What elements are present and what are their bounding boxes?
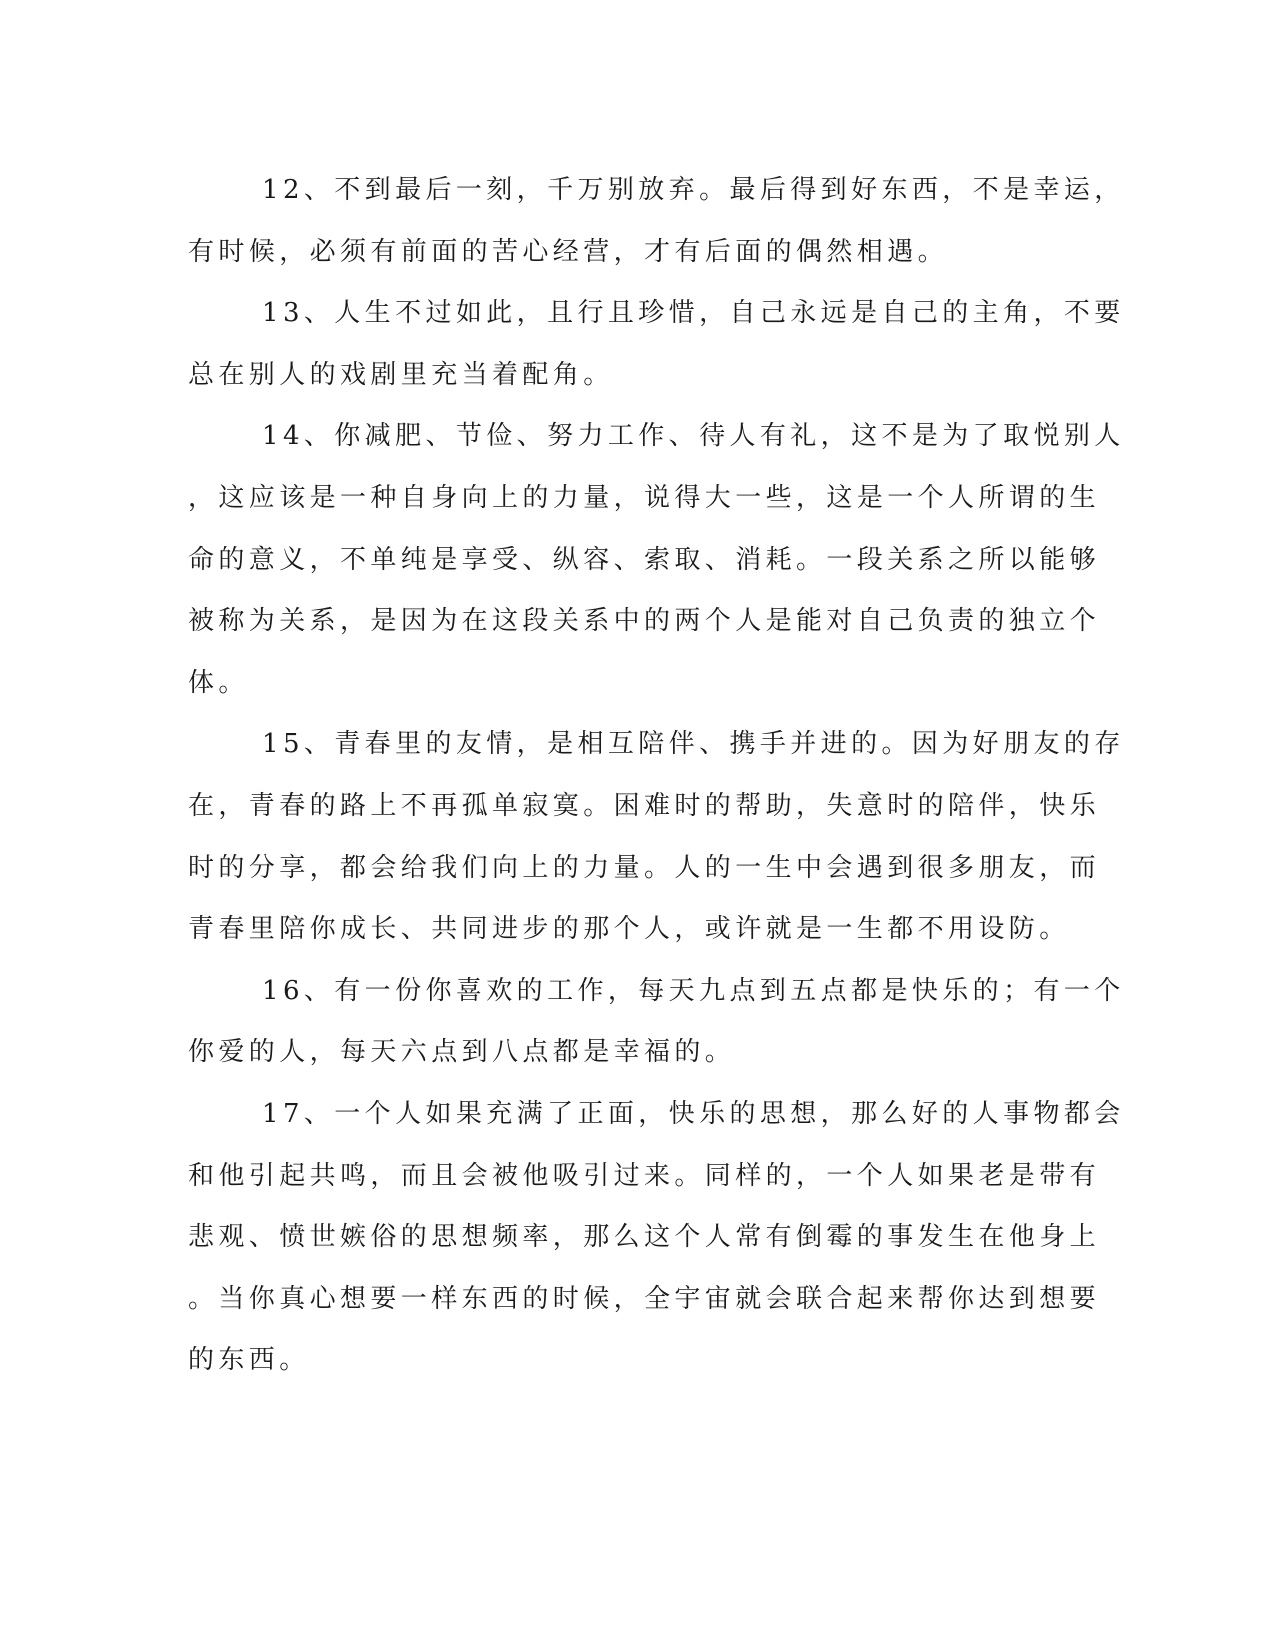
paragraph-15 — [188, 714, 1125, 960]
paragraph-line: 的东西。 — [188, 1345, 310, 1376]
document-body — [188, 160, 1125, 1392]
paragraph-line: 时的分享，都会给我们向上的力量。人的一生中会遇到很多朋友，而 — [188, 852, 1101, 883]
paragraph-line: 青春里陪你成长、共同进步的那个人，或许就是一生都不用设防。 — [188, 914, 1070, 945]
paragraph-line: 命的意义，不单纯是享受、纵容、索取、消耗。一段关系之所以能够 — [188, 544, 1101, 575]
paragraph-line: 16、有一份你喜欢的工作，每天九点到五点都是快乐的；有一个 — [262, 975, 1125, 1006]
paragraph-line: ，这应该是一种自身向上的力量，说得大一些，这是一个人所谓的生 — [188, 482, 1101, 513]
paragraph-line: 被称为关系，是因为在这段关系中的两个人是能对自己负责的独立个 — [188, 606, 1101, 637]
paragraph-line: 12、不到最后一刻，千万别放弃。最后得到好东西，不是幸运， — [262, 175, 1125, 205]
paragraph-line: 14、你减肥、节俭、努力工作、待人有礼，这不是为了取悦别人 — [262, 421, 1125, 452]
paragraph-line: 在，青春的路上不再孤单寂寞。困难时的帮助，失意时的陪伴，快乐 — [188, 790, 1101, 821]
paragraph-line: 17、一个人如果充满了正面，快乐的思想，那么好的人事物都会 — [262, 1098, 1125, 1129]
paragraph-12 — [188, 160, 1125, 283]
paragraph-line: 体。 — [188, 667, 249, 698]
paragraph-line: 13、人生不过如此，且行且珍惜，自己永远是自己的主角，不要 — [262, 298, 1125, 329]
paragraph-16 — [188, 961, 1125, 1084]
paragraph-line: 总在别人的戏剧里充当着配角。 — [188, 359, 614, 390]
paragraph-14 — [188, 406, 1125, 714]
paragraph-line: 悲观、愤世嫉俗的思想频率，那么这个人常有倒霉的事发生在他身上 — [188, 1222, 1101, 1253]
paragraph-line: 15、青春里的友情，是相互陪伴、携手并进的。因为好朋友的存 — [262, 729, 1125, 760]
paragraph-line: 。当你真心想要一样东西的时候，全宇宙就会联合起来帮你达到想要 — [188, 1283, 1101, 1314]
paragraph-line: 和他引起共鸣，而且会被他吸引过来。同样的，一个人如果老是带有 — [188, 1160, 1101, 1191]
paragraph-13 — [188, 283, 1125, 406]
paragraph-line: 你爱的人，每天六点到八点都是幸福的。 — [188, 1037, 736, 1068]
paragraph-17 — [188, 1084, 1125, 1392]
paragraph-line: 有时候，必须有前面的苦心经营，才有后面的偶然相遇。 — [188, 236, 949, 267]
